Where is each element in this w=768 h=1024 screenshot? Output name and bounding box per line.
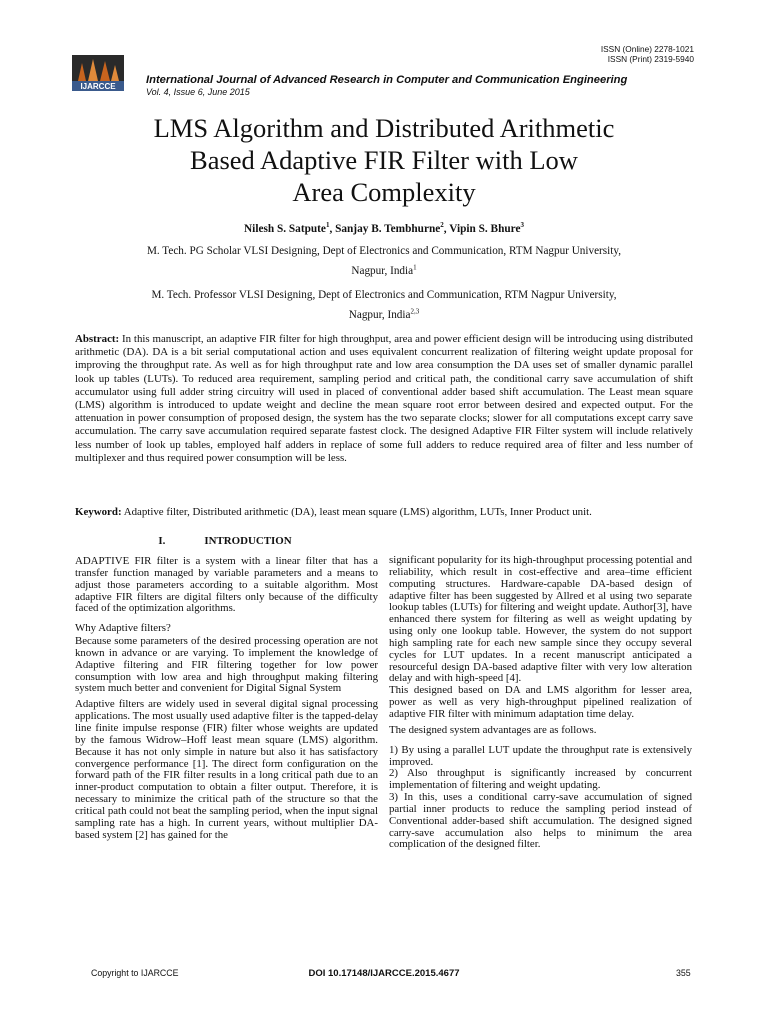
- journal-name: International Journal of Advanced Research in Computer and Communication Engineering: [146, 74, 628, 86]
- section-number: I.: [158, 535, 166, 547]
- doi: DOI 10.17148/IJARCCE.2015.4677: [308, 968, 460, 979]
- keyword-text: Adaptive filter, Distributed arithmetic (DA), least mean square (LMS) algorithm, LUTs, Inner Product unit.: [123, 506, 592, 518]
- issn-block: [601, 44, 694, 64]
- list-item: 2) Also throughput is significantly increased by concurrent implementation of filtering and weight updating.: [389, 767, 692, 792]
- issn-print: ISSN (Print) 2319-5940: [607, 54, 694, 64]
- section-heading: [75, 534, 375, 548]
- author-name: Nilesh S. Satpute: [244, 223, 326, 235]
- journal-logo-icon: [72, 55, 124, 91]
- author-name: Sanjay B. Tembhurne: [335, 223, 441, 235]
- author-list: Nilesh S. Satpute$^1$, Sanjay B. Tembhurne$^2$, Vipin S. Bhure$^3$: [244, 221, 524, 235]
- paragraph: Because some parameters of the desired processing operation are not known in advance or are varying. To implement the knowledge of Adaptive filtering and FIR filtering together for low power consumption with low area and high throughput making filtering system much better and convenient for Digital Signal System: [75, 635, 378, 695]
- paragraph: ADAPTIVE FIR filter is a system with a linear filter that has a transfer function managed by variable parameters and a means to adjust those parameters according to a suitable algorithm. Most adaptive FIR filters are digital filters only because of the difficulty faced of the optimization algorithms.: [75, 555, 378, 615]
- journal-header: [146, 74, 627, 98]
- issn-online: ISSN (Online) 2278-1021: [600, 44, 694, 54]
- paragraph: significant popularity for its high-throughput processing potential and reliability, which result in cost-effective and area–time efficient computing structures. Hardware-capable DA-based design of adaptive filter has been suggested by Allred et al using two separate lookup tables (LUTs) for filtering and weight update. Author[3], have enhanced there system for filtering as well as weight updating by using only one lookup table. However, the system do not support high sampling rate for each new sample since they occupy several cycles for LUT updates. In a recent manuscript anticipated a resourceful design DA-based adaptive filter with very low alteration delay and with high-speed [4].: [389, 554, 692, 685]
- section-title: INTRODUCTION: [204, 535, 292, 547]
- copyright: Copyright to IJARCCE: [91, 968, 179, 978]
- right-column: [389, 555, 692, 851]
- affiliation: [84, 285, 684, 325]
- list-item: 3) In this, uses a conditional carry-save accumulation of signed partial inner products to reduce the sampling period instead of Conventional adder-based shift accumulation. The designed signed carry-save accumulation also helps to minimum the area complication of the designed filter.: [389, 791, 692, 851]
- title-line: LMS Algorithm and Distributed Arithmetic: [153, 113, 615, 143]
- abstract-text: In this manuscript, an adaptive FIR filter for high throughput, area and power efficient design will be introducing using distributed arithmetic (DA). DA is a bit serial computational action and uses equivalent concurrent realization of filtering weight update proposal for improving the throughput rate. As well as for high throughput rate and low area consumption the DA uses set of smaller dynamic parallel look up tables (LUTs). To reduced area requirement, sampling period and critical path, the conditional carry save accumulation of shift accumulator using full adder string circuitry will used in placed of conventional adder based shift accumulation. The Least mean square (LMS) algorithm is introduced to update weight and decline the mean square root error between desired and expected output. For the attenuation in power consumption of proposed design, the system has the two separate clocks; slower for all computations except carry save accumulation. The carry save accumulation required separate fastest clock. The designed Adaptive FIR Filter system will include relatively less number of look up tables, employed half adders in replace of some full adders to reduce required area of filter and less number of multiplexer and thus required power consumption will be less.: [75, 333, 693, 464]
- abstract: [75, 333, 693, 465]
- author-sup: 3: [520, 221, 524, 230]
- title-line: Area Complexity: [292, 177, 476, 207]
- abstract-label: Abstract:: [75, 333, 120, 345]
- keywords: [75, 506, 693, 519]
- left-column: [75, 556, 378, 845]
- title-line: Based Adaptive FIR Filter with Low: [190, 145, 578, 175]
- paragraph: Why Adaptive filters?: [75, 622, 171, 635]
- affiliation-line: M. Tech. PG Scholar VLSI Designing, Dept of Electronics and Communication, RTM Nagpur University,: [146, 245, 622, 257]
- affiliation-sup: 2,3: [410, 307, 420, 316]
- keyword-label: Keyword:: [75, 506, 122, 518]
- paragraph: Adaptive filters are widely used in several digital signal processing applications. The most usually used adaptive filter is the tapped-delay line finite impulse response (FIR) filter whose weights are updated by the famous Widrow–Hoff least mean square (LMS) algorithm. Because it has not only simple in nature but also it has satisfactory convergence performance [1]. The direct form configuration on the forward path of the FIR filter results in a long critical path due to an inner-product computation to obtain a filter output. Therefore, it is necessary to minimize the critical path of the structure so that the critical path could not beat the sampling period, when the input signal sampling rate has a high. In current years, without multiplier DA-based system [2] has gained for the: [75, 698, 378, 841]
- affiliation: [84, 241, 684, 281]
- author-name: Vipin S. Bhure: [449, 223, 521, 235]
- affiliation-location: Nagpur, India$^{2,3}$: [348, 307, 420, 321]
- paper-title: [84, 112, 684, 208]
- paragraph: This designed based on DA and LMS algorithm for lesser area, power as well as very high-throughput pipelined realization of adaptive FIR filter with minimum adaptation time delay.: [389, 684, 692, 720]
- affiliation-sup: 1: [413, 263, 417, 272]
- affiliation-line: M. Tech. Professor VLSI Designing, Dept of Electronics and Communication, RTM Nagpur University,: [151, 289, 617, 301]
- list-item: 1) By using a parallel LUT update the throughput rate is extensively improved.: [389, 743, 692, 768]
- author-sup: 1: [325, 221, 330, 230]
- journal-volume: Vol. 4, Issue 6, June 2015: [146, 87, 250, 97]
- author-sup: 2: [440, 221, 444, 230]
- affiliation-location: Nagpur, India$^1$: [351, 263, 417, 277]
- logo-text: IJARCCE: [80, 82, 116, 91]
- page-number: 355: [676, 968, 691, 978]
- paragraph: The designed system advantages are as follows.: [389, 723, 597, 736]
